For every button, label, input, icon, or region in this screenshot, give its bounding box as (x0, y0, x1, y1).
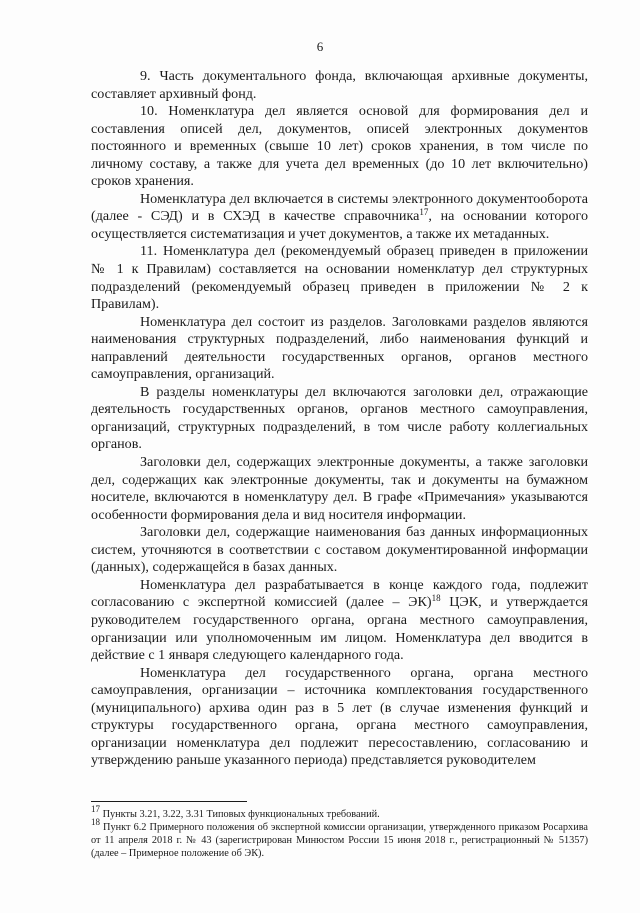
paragraph-10: 10. Номенклатура дел является основой для формирования дел и составления описей дел, документов, описей электронных документов постоянного и временных (свыше 10 лет) сроков хранения, в том числе по личному составу, а также для учета дел временных (до 10 лет включительно) сроков хранения. (91, 103, 588, 190)
footnote-ref-18[interactable]: 18 (431, 593, 441, 604)
paragraph-five-years: Номенклатура дел государственного органа, органа местного самоуправления, организации – источника комплектования государственного (муниципального) архива один раз в 5 лет (в случае изменения функций и структуры государственного органа, органа местного самоуправления, организации номенклатура дел подлежит пересоставлению, согласованию и утверждению раньше указанного периода) представляется руководителем (91, 664, 588, 769)
footnote-ref-17[interactable]: 17 (419, 207, 429, 218)
paragraph-approval-text-cont: ЦЭК, и утверждается руководителем государственного органа, органа местного самоуправления, организации или уполномоченным им лицом. Номенклатура дел вводится в действие с 1 января следующего календарного года. (91, 594, 588, 664)
paragraph-headings: В разделы номенклатуры дел включаются заголовки дел, отражающие деятельность государственных органов, органов местного самоуправления, организаций, структурных подразделений, в том числе работу коллегиальных органов. (91, 383, 588, 453)
paragraph-approval (91, 577, 588, 665)
paragraph-databases: Заголовки дел, содержащие наименования баз данных информационных систем, уточняются в соответствии с составом документированной информации (данных), содержащейся в базах данных. (91, 524, 588, 576)
body-text (91, 68, 588, 770)
paragraph-sed-text-cont: , на основании которого осуществляется систематизация и учет документов, а также их метаданных. (91, 208, 588, 242)
paragraph-electronic: Заголовки дел, содержащих электронные документы, а также заголовки дел, содержащих как электронные документы, так и документы на бумажном носителе, включаются в номенклатуру дел. В графе «Примечания» указываются особенности формирования дела и вид носителя информации. (91, 454, 588, 523)
footnote-mark-17: 17 (91, 804, 100, 814)
paragraph-sed (91, 191, 588, 244)
footnote-17-text: Пункты 3.21, 3.22, 3.31 Типовых функциональных требований. (100, 809, 380, 820)
footnotes (91, 804, 588, 861)
paragraph-approval-text: Номенклатура дел разрабатывается в конце каждого года, подлежит согласованию с экспертной комиссией (далее – ЭК) (91, 576, 588, 611)
paragraph-sed-text: Номенклатура дел включается в системы электронного документооборота (далее - СЭД) и в СХЭД в качестве справочника (91, 190, 588, 225)
footnote-17 (91, 804, 588, 822)
footnote-18-text: Пункт 6.2 Примерного положения об экспертной комиссии организации, утвержденного приказом Росархива от 11 апреля 2018 г. № 43 (зарегистрирован Минюстом России 15 июня 2018 г., регистрационный № 51357) (далее – Примерное положение об ЭК). (91, 821, 588, 859)
paragraph-sections: Номенклатура дел состоит из разделов. Заголовками разделов являются наименования структурных подразделений, либо наименования функций и направлений деятельности государственных органов, органов местного самоуправления, организаций. (91, 313, 588, 383)
page-number: 6 (316, 39, 324, 54)
footnote-mark-18: 18 (91, 816, 100, 827)
footnote-divider (91, 801, 247, 802)
footnote-18 (91, 816, 588, 861)
paragraph-9: 9. Часть документального фонда, включающая архивные документы, составляет архивный фонд. (91, 68, 588, 102)
paragraph-11: 11. Номенклатура дел (рекомендуемый образец приведен в приложении № 1 к Правилам) составляется на основании номенклатур дел структурных подразделений (рекомендуемый образец приведен в приложении № 2 к Правилам). (91, 243, 588, 313)
